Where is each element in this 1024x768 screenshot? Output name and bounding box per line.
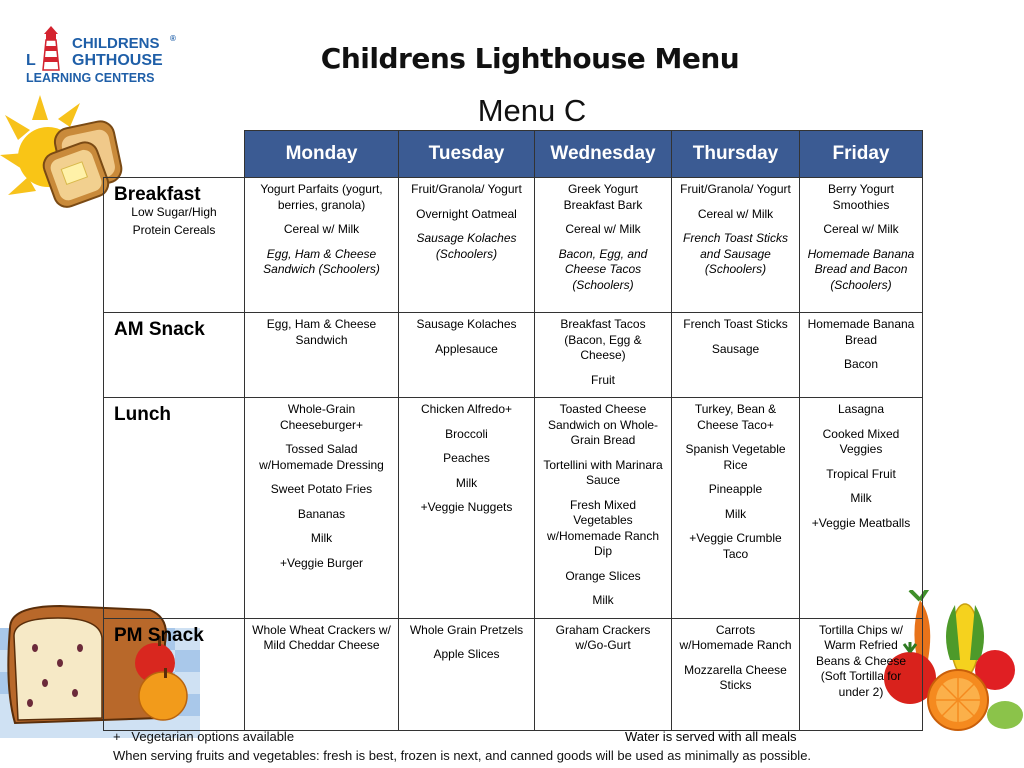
menu-item: Egg, Ham & Cheese Sandwich (Schoolers) xyxy=(263,246,380,276)
menu-item: Tortellini with Marinara Sauce xyxy=(543,457,663,487)
menu-item: Homemade Banana Bread and Bacon (Schoolers) xyxy=(807,246,915,292)
breakfast-monday-cell xyxy=(245,178,399,313)
menu-table xyxy=(103,130,923,731)
logo-line-3: LEARNING CENTERS xyxy=(26,71,155,85)
menu-item: Orange Slices xyxy=(565,568,641,583)
row-label-breakfast xyxy=(104,178,245,313)
menu-subtitle: Menu C xyxy=(477,93,587,128)
menu-item: Greek Yogurt Breakfast Bark xyxy=(563,182,643,212)
menu-item: Cereal w/ Milk xyxy=(697,206,774,221)
menu-item: Apple Slices xyxy=(433,647,500,661)
menu-item: Milk xyxy=(850,491,872,505)
logo xyxy=(22,24,182,90)
menu-item: Lasagna xyxy=(837,402,885,416)
menu-item: Fruit xyxy=(591,372,615,387)
menu-item: Berry Yogurt Smoothies xyxy=(827,182,895,212)
row-label-lunch: Lunch xyxy=(104,398,245,619)
menu-item: +Veggie Meatballs xyxy=(811,515,911,530)
menu-item: Yogurt Parfaits (yogurt, berries, granola) xyxy=(260,182,383,212)
breakfast-friday-cell xyxy=(800,178,923,313)
menu-item: Mozzarella Cheese Sticks xyxy=(684,662,787,692)
am-snack-row xyxy=(104,313,923,398)
menu-item: Cooked Mixed Veggies xyxy=(822,426,900,456)
am-snack-friday-cell xyxy=(800,313,923,398)
am-snack-thursday-cell xyxy=(672,313,800,398)
menu-item: Milk xyxy=(455,475,478,490)
header-row xyxy=(104,131,923,178)
menu-item: Whole Grain Pretzels xyxy=(409,622,524,637)
menu-item: Cereal w/ Milk xyxy=(565,222,641,236)
menu-item: Graham Crackers w/Go-Gurt xyxy=(555,622,651,652)
pm-snack-wednesday-cell xyxy=(535,618,672,730)
menu-item: +Veggie Crumble Taco xyxy=(689,531,782,561)
lunch-tuesday-cell xyxy=(399,398,535,619)
page-title: Childrens Lighthouse Menu xyxy=(320,42,740,75)
menu-item: Toasted Cheese Sandwich on Whole-Grain Bread xyxy=(547,402,659,447)
menu-item: Milk xyxy=(724,506,747,521)
menu-item: Tortilla Chips w/ Warm Refried Beans & Cheese (Soft Tortilla for under 2) xyxy=(815,622,907,699)
breakfast-label: Breakfast xyxy=(114,184,201,205)
menu-item: Whole Wheat Crackers w/ Mild Cheddar Cheese xyxy=(252,622,391,652)
breakfast-wednesday-cell xyxy=(535,178,672,313)
menu-item: Sausage xyxy=(711,341,760,356)
logo-line-1: CHILDRENS xyxy=(72,35,160,52)
lunch-row xyxy=(104,398,923,619)
fruit-veg-note: When serving fruits and vegetables: fresh is best, frozen is next, and canned goods will be used as minimally as possible. xyxy=(113,748,812,763)
pm-snack-row xyxy=(104,618,923,730)
menu-item: Spanish Vegetable Rice xyxy=(685,442,786,472)
menu-item: Milk xyxy=(310,531,333,545)
pm-snack-friday-cell xyxy=(800,618,923,730)
header-thursday: Thursday xyxy=(672,131,800,178)
logo-line-2-initial: L xyxy=(26,52,36,69)
menu-item: Sausage Kolaches (Schoolers) xyxy=(416,231,517,261)
header-wednesday: Wednesday xyxy=(535,131,672,178)
menu-item: Milk xyxy=(592,593,614,607)
menu-item: Turkey, Bean & Cheese Taco+ xyxy=(694,402,777,432)
pm-snack-monday-cell xyxy=(245,618,399,730)
breakfast-sublabel: Low Sugar/High Protein Cereals xyxy=(131,205,217,237)
logo-line-2: GHTHOUSE xyxy=(72,52,163,69)
menu-item: Whole-Grain Cheeseburger+ xyxy=(279,402,364,432)
menu-item: Homemade Banana Bread xyxy=(807,317,915,347)
menu-item: Fresh Mixed Vegetables w/Homemade Ranch Dip xyxy=(546,497,660,558)
menu-item: Peaches xyxy=(443,451,490,465)
menu-item: Bacon xyxy=(843,357,879,371)
menu-item: Pineapple xyxy=(708,482,763,496)
header-friday: Friday xyxy=(800,131,923,178)
menu-item: Tossed Salad w/Homemade Dressing xyxy=(259,442,384,472)
menu-item: Fruit/Granola/ Yogurt xyxy=(680,182,791,196)
menu-item: Cereal w/ Milk xyxy=(823,222,899,236)
menu-item: Sweet Potato Fries xyxy=(270,482,373,496)
water-note: Water is served with all meals xyxy=(625,729,797,744)
menu-item: Sausage Kolaches xyxy=(416,317,517,331)
lunch-monday-cell xyxy=(245,398,399,619)
menu-item: Bananas xyxy=(297,506,346,521)
lunch-friday-cell xyxy=(800,398,923,619)
lighthouse-icon xyxy=(36,24,66,74)
menu-item: French Toast Sticks and Sausage (Schoolers) xyxy=(683,231,788,276)
logo-registered-mark: ® xyxy=(170,34,176,43)
row-label-pm-snack: PM Snack xyxy=(104,618,245,730)
breakfast-row xyxy=(104,178,923,313)
menu-item: Breakfast Tacos (Bacon, Egg & Cheese) xyxy=(560,317,646,362)
menu-item: +Veggie Nuggets xyxy=(420,500,513,514)
menu-item: Egg, Ham & Cheese Sandwich xyxy=(266,317,377,347)
menu-item: Cereal w/ Milk xyxy=(283,222,360,236)
menu-item: +Veggie Burger xyxy=(279,555,364,570)
menu-item: Overnight Oatmeal xyxy=(416,206,517,221)
pm-snack-thursday-cell xyxy=(672,618,800,730)
header-monday: Monday xyxy=(245,131,399,178)
header-tuesday: Tuesday xyxy=(399,131,535,178)
vegetarian-note: + Vegetarian options available xyxy=(113,729,295,744)
menu-item: Broccoli xyxy=(445,426,488,441)
am-snack-wednesday-cell xyxy=(535,313,672,398)
breakfast-thursday-cell xyxy=(672,178,800,313)
menu-item: Bacon, Egg, and Cheese Tacos (Schoolers) xyxy=(558,246,648,292)
row-label-am-snack: AM Snack xyxy=(104,313,245,398)
am-snack-monday-cell xyxy=(245,313,399,398)
lunch-wednesday-cell xyxy=(535,398,672,619)
menu-item: Carrots w/Homemade Ranch xyxy=(679,622,792,652)
menu-item: Fruit/Granola/ Yogurt xyxy=(411,182,522,196)
am-snack-tuesday-cell xyxy=(399,313,535,398)
menu-item: French Toast Sticks xyxy=(683,317,788,331)
menu-item: Tropical Fruit xyxy=(826,466,896,481)
menu-item: Applesauce xyxy=(435,341,498,356)
header-corner xyxy=(104,131,245,178)
menu-item: Chicken Alfredo+ xyxy=(420,402,513,416)
pm-snack-tuesday-cell xyxy=(399,618,535,730)
breakfast-tuesday-cell xyxy=(399,178,535,313)
lunch-thursday-cell xyxy=(672,398,800,619)
